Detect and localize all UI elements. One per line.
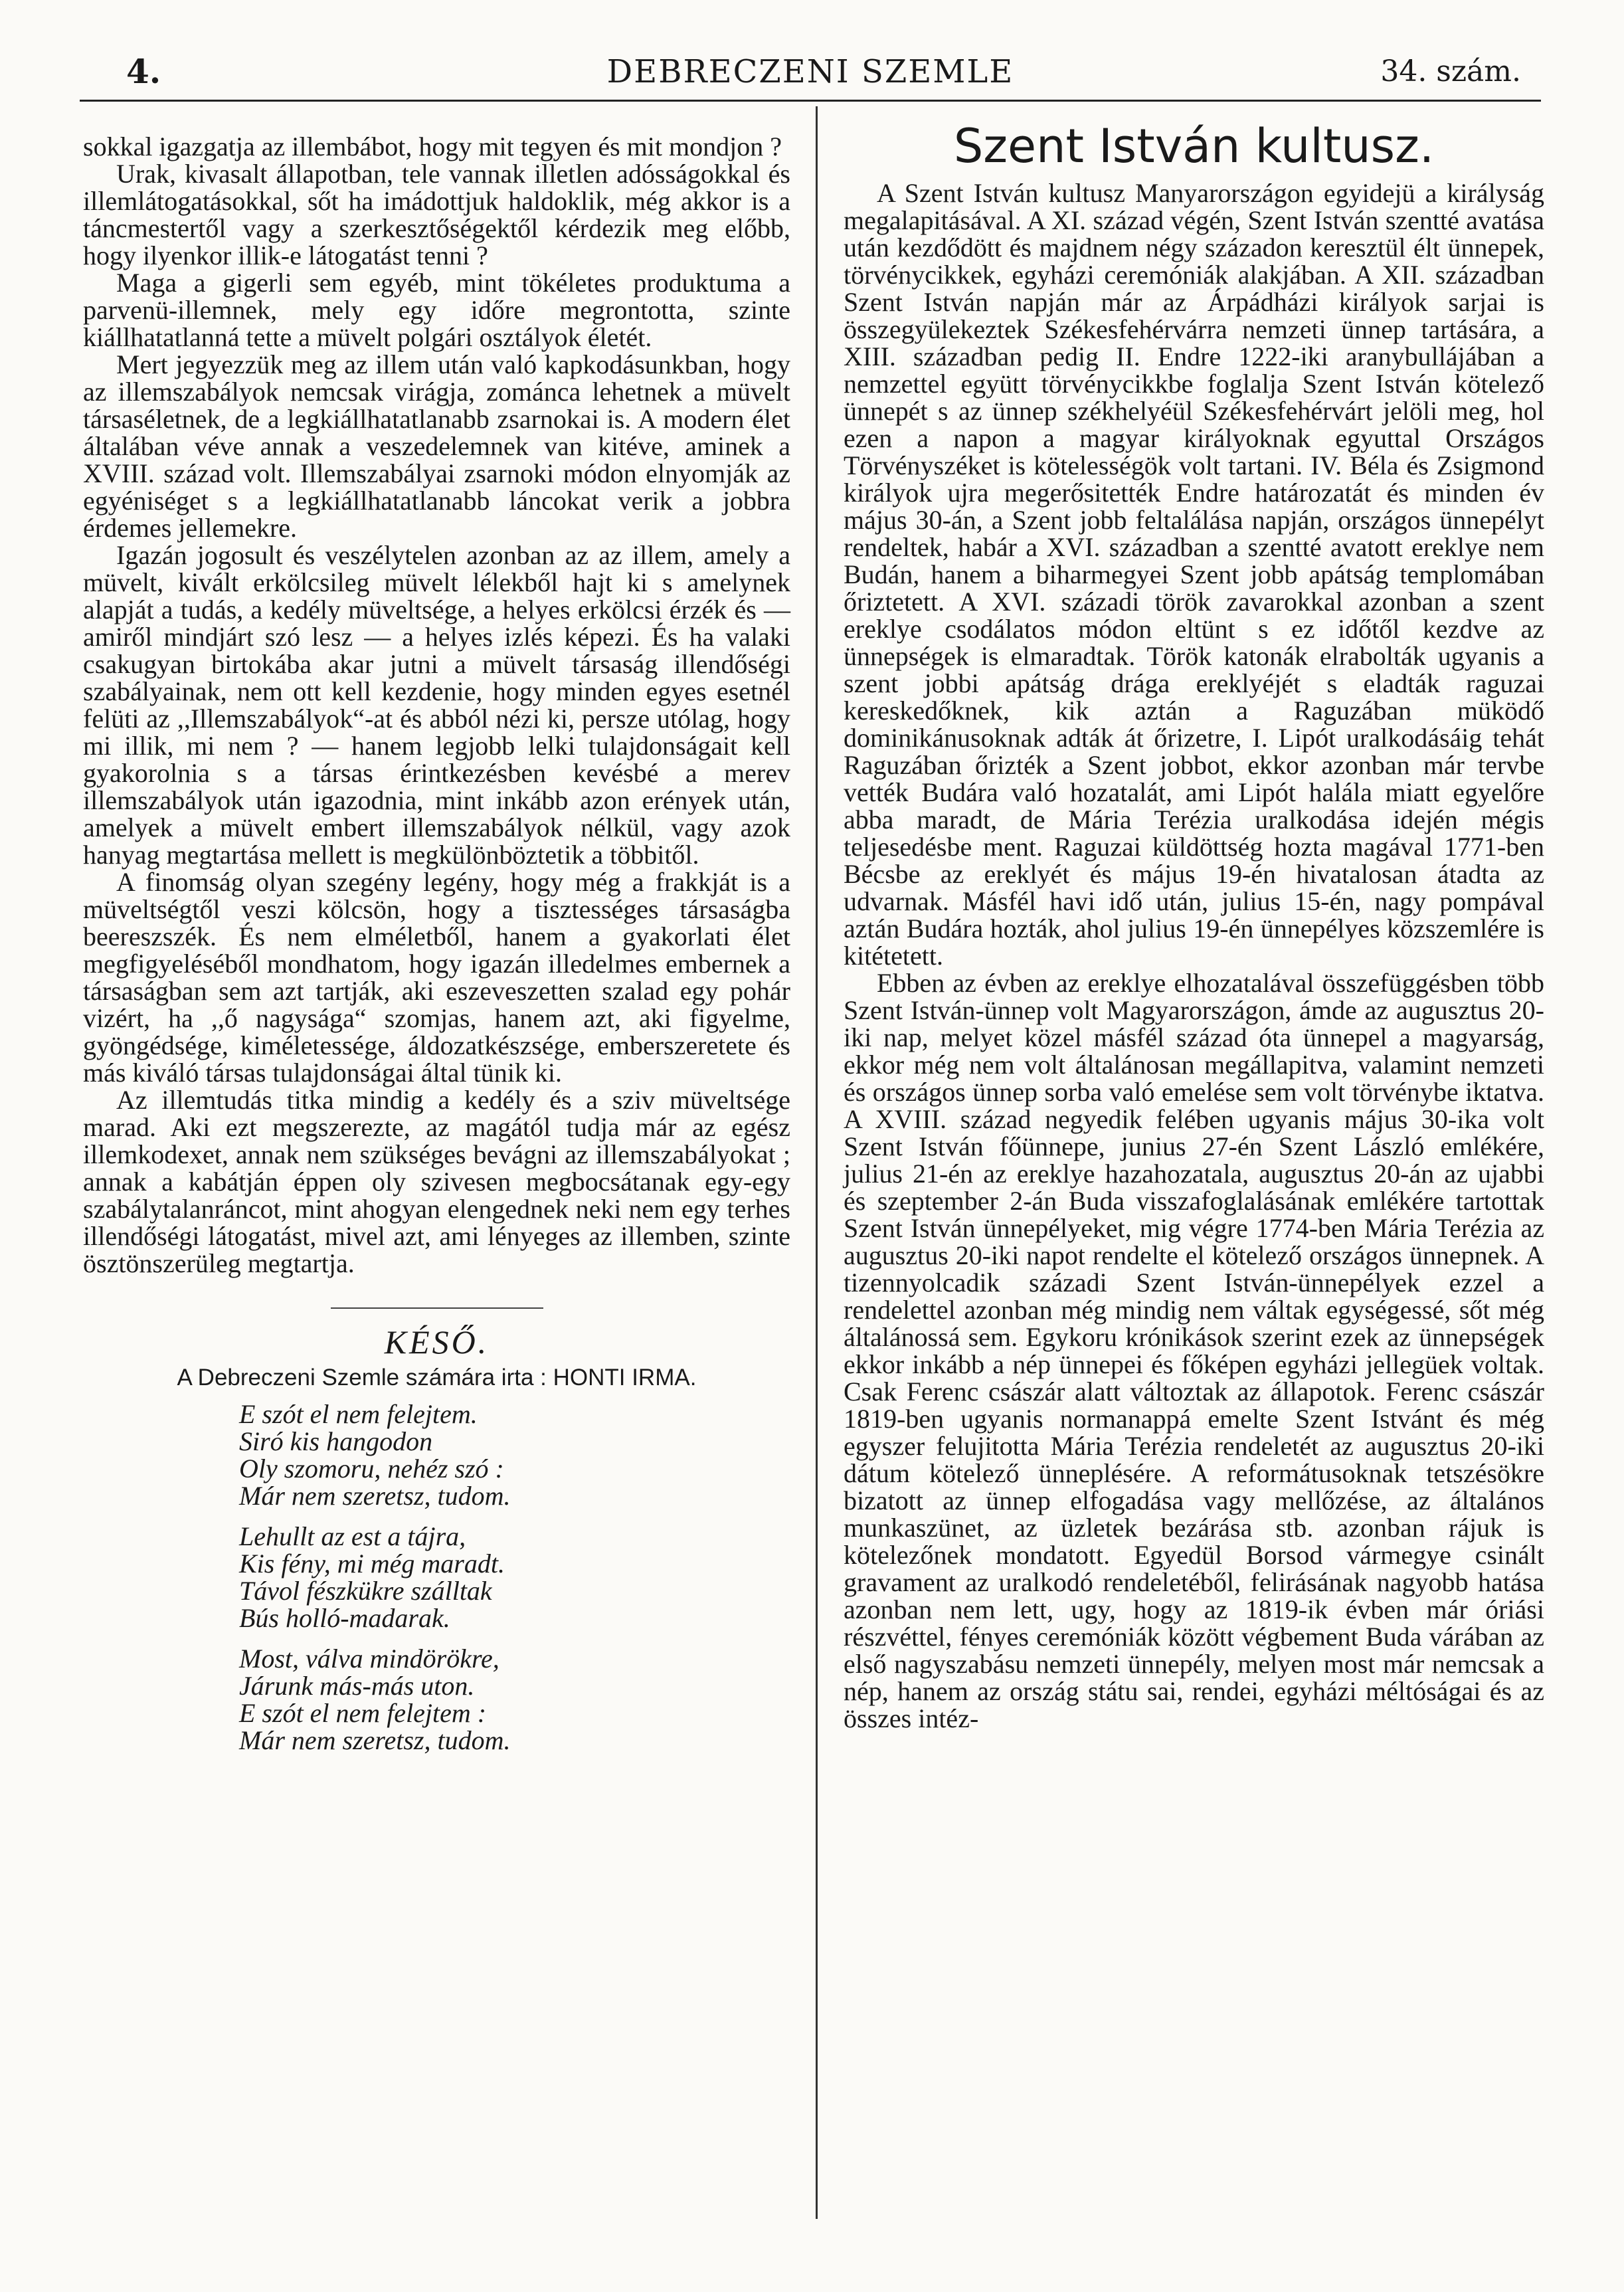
- poem-line: Oly szomoru, nehéz szó :: [239, 1454, 504, 1483]
- paragraph: Az illemtudás titka mindig a kedély és a sziv müveltsége marad. Aki ezt megszerezte, az magától tudja már az egész illemkodexet, annak nem szükséges bevágni az illemszabályokat ; annak a kabátján éppen oly szivesen megbocsátanak egy-egy szabálytalanráncot, mint ahogyan elengednek neki nem egy terhes illendőségi látogatást, mivel azt, ami lényeges az illemben, szinte ösztönszerüleg megtartja.: [83, 1085, 790, 1278]
- column-rule: [816, 106, 818, 2219]
- poem-line: E szót el nem felejtem.: [239, 1399, 478, 1429]
- paragraph: sokkal igazgatja az illembábot, hogy mit tegyen és mit mondjon ?: [83, 132, 782, 161]
- poem-line: Már nem szeretsz, tudom.: [239, 1725, 511, 1755]
- paragraph: Urak, kivasalt állapotban, tele vannak illetlen adósságokkal és illemlátogatásokkal, sőt ha imádottjuk haldoklik, még akkor is a táncmestertől vagy a szerkesztőségektől kérdezik meg előbb, hogy ilyenkor illik-e látogatást tenni ?: [83, 159, 790, 270]
- poem-line: Siró kis hangodon: [239, 1426, 433, 1456]
- article-title: Szent István kultusz.: [953, 119, 1435, 173]
- poem-line: Járunk más-más uton.: [239, 1671, 475, 1701]
- journal-title: DEBRECZENI SZEMLE: [606, 53, 1014, 90]
- left-column: [83, 133, 790, 1767]
- page-number: 4.: [126, 52, 161, 91]
- poem-byline: A Debreczeni Szemle számára irta : HONTI IRMA.: [177, 1365, 697, 1390]
- paragraph: A Szent István kultusz Manyarországon egyidejü a királyság megalapitásával. A XI. század végén, Szent István szentté avatása után kezdődött és majdnem négy századon keresztül élt ünnepek, törvénycikkek, egyházi ceremóniák alakjában. A XII. században Szent István napján már az Árpádházi királyok sarjai is összegyülekeztek Székesfehérvárra nemzeti ünnep tartására, a XIII. században pedig II. Endre 1222-iki aranybullájában a nemzettel együtt törvénycikkbe foglalja Szent István kötelező ünnepét s az ünnep székhelyéül Székesfehérvárt jelöli meg, hol ezen a napon a magyar királyoknak egyuttal Országos Törvényszéket is kötelességök volt tartani. IV. Béla és Zsigmond királyok ujra megerősitették Endre határozatát és minden év május 30-án, a Szent jobb feltalálása napján, országos ünnepélyt rendeltek, habár a XVI. században a szentté avatott ereklye nem Budán, hanem a biharmegyei Szent jobb apátság templomában őriztetett. A XVI. századi török zavarokkal azonban a szent ereklye csodálatos módon eltünt s ez időtől kezdve az ünnepségek is elmaradtak. Török katonák elrabolták ugyanis a szent jobbi apátság drága ereklyéjét s eladták raguzai kereskedőknek, kik aztán a Raguzában müködő dominikánusoknak adták át őrizetre, I. Lipót uralkodásáig tehát Raguzában őrizték a Szent jobbot, ekkor azonban már tervbe vették Budára való hozatalát, ami Lipót halála miatt egyelőre abba maradt, de Mária Terézia uralkodása idején mégis teljesedésbe ment. Raguzai küldöttség hozta magával 1771-ben Bécsbe az ereklyét és május 19-én hivatalosan átadta az udvarnak. Másfél havi idő után, julius 15-én, nagy pompával aztán Budára hozták, ahol julius 19-én ünnepélyes közszemlére is kitétetett.: [844, 178, 1544, 971]
- section-divider: [331, 1307, 543, 1309]
- poem-line: Most, válva mindörökre,: [239, 1644, 499, 1673]
- poem-stanza: [239, 1400, 790, 1509]
- poem-stanza: [239, 1645, 790, 1754]
- poem-stanza: [239, 1523, 790, 1632]
- poem-line: Távol fészkükre szálltak: [239, 1576, 492, 1606]
- paragraph: A finomság olyan szegény legény, hogy még a frakkját is a müveltségtől veszi kölcsön, hogy a tisztességes társaságba beereszszék. És nem elméletből, hanem a gyakorlati élet megfigyeléséből mondhatom, hogy igazán illedelmes embernek a társaságban sem azt tartják, aki eszeveszetten szalad egy pohár vizért, ha ,,ő nagysága“ szomjas, hanem azt, aki figyelme, gyöngédsége, kiméletessége, áldozatkészsége, emberszeretete és más kiváló társas tulajdonságai által tünik ki.: [83, 867, 790, 1088]
- page-header: [80, 47, 1541, 100]
- poem-line: Lehullt az est a tájra,: [239, 1521, 466, 1551]
- paragraph: Maga a gigerli sem egyéb, mint tökéletes produktuma a parvenü-illemnek, mely egy időre megrontotta, szinte kiállhatatlanná tette a müvelt polgári osztályok életét.: [83, 268, 790, 352]
- poem-line: Már nem szeretsz, tudom.: [239, 1481, 511, 1511]
- poem-line: Kis fény, mi még maradt.: [239, 1549, 505, 1578]
- issue-number: 34. szám.: [1380, 54, 1521, 88]
- paragraph: Mert jegyezzük meg az illem után való kapkodásunkban, hogy az illemszabályok nemcsak virágja, zománca lehetnek a müvelt társaséletnek, de a legkiállhatatlanabb zsarnokai is. A modern élet általában véve annak a veszedelemnek van kitéve, aminek a XVIII. század volt. Illemszabályai zsarnoki módon elnyomják az egyéniséget s a legkiállhatatlanabb láncokat verik a jobbra érdemes jellemekre.: [83, 349, 790, 543]
- paragraph: Igazán jogosult és veszélytelen azonban az az illem, amely a müvelt, kivált erkölcsileg müvelt lélekből hajt ki s amelynek alapját a tudás, a kedély müveltsége, a helyes erkölcsi érzék és — amiről mindjárt szó lesz — a helyes izlés képezi. És ha valaki csakugyan birtokába akar jutni a müvelt társaság illendőségi szabályainak, nem ott kell kezdenie, hogy minden egyes esetnél felüti az ,,Illemszabályok“-at és abból nézi ki, persze utólag, hogy mi illik, mi nem ? — hanem legjobb lelki tulajdonságait kell gyakorolnia s a társas érintkezésben kevésbé a merev illemszabályok után igazodnia, mint inkább azon erények után, amelyek a müvelt embert illemszabályok nélkül, vagy azok hanyag megtartása mellett is megkülönböztetik a többitől.: [83, 540, 790, 870]
- paragraph: Ebben az évben az ereklye elhozatalával összefüggésben több Szent István-ünnep volt Magyarországon, ámde az augusztus 20-iki nap, melyet közel másfél század óta ünnepel a magyarság, ekkor még nem volt általánosan megállapitva, valamint nemzeti és országos ünnep sorba való emelése sem volt törvénybe iktatva. A XVIII. század negyedik felében ugyanis május 30-ika volt Szent István főünnepe, junius 27-én Szent László emlékére, julius 21-én az ereklye hazahozatala, augusztus 20-án az ujabbi és szeptember 2-án Buda visszafoglalásának emlékére tartottak Szent István ünnepélyeket, mig végre 1774-ben Mária Terézia az augusztus 20-iki napot rendelte el kötelező országos ünnepnek. A tizennyolcadik századi Szent István-ünnepélyek ezzel a rendelettel azonban még mindig nem váltak egységessé, sőt még általánossá sem. Egykoru krónikások szerint ezek az ünnepségek ekkor inkább a nép ünnepei és főképen egyházi jellegüek voltak. Csak Ferenc császár alatt változtak az állapotok. Ferenc császár 1819-ben ugyanis normanappá emelte Szent Istvánt és még egyszer felujitotta Mária Terézia rendeletét az augusztus 20-iki dátum kötelező ünneplésére. A reformátusoknak tetszésökre bizatott az ünnep elfogadása vagy mellőzése, az általános munkaszünet, az üzletek bezárása stb. azonban rájuk is kötelezőnek mondatott. Egyedül Borsod vármegye csinált gravament az uralkodó rendeletéből, felirásának nagyobb hatása azonban nem lett, ugy, hogy az 1819-ik évben már óriási részvéttel, fényes ceremóniák között végbement Buda várában az első nagyszabásu nemzeti ünnepély, melyen most már nemcsak a nép, hanem az ország státu sai, rendei, egyházi méltóságai és az összes intéz-: [844, 968, 1544, 1733]
- poem-line: E szót el nem felejtem :: [239, 1698, 487, 1728]
- poem-line: Bús holló-madarak.: [239, 1603, 450, 1633]
- header-rule: [80, 100, 1541, 102]
- poem-title: KÉSŐ.: [384, 1323, 490, 1361]
- right-column: [844, 179, 1544, 1732]
